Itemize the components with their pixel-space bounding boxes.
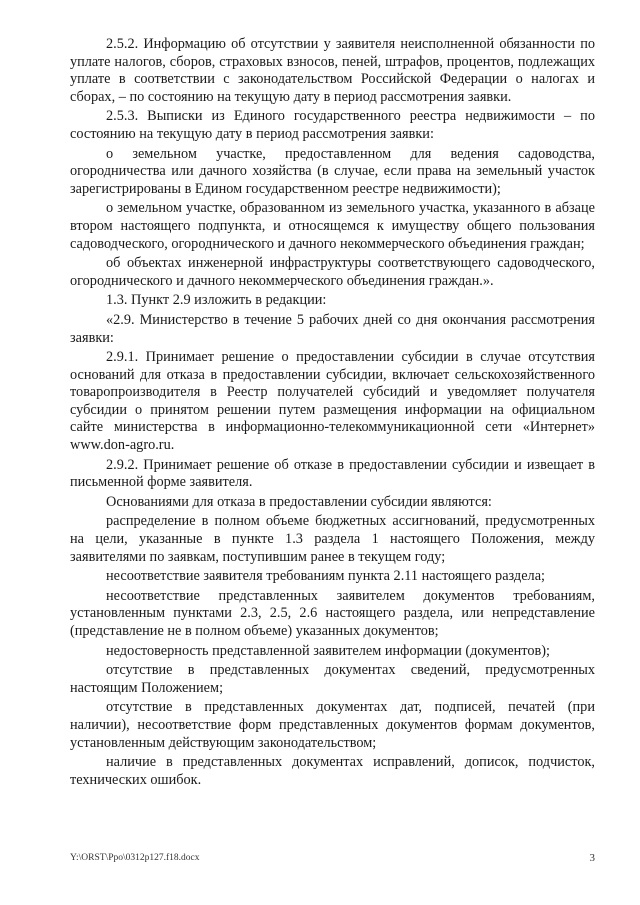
paragraph-2-5-3: 2.5.3. Выписки из Единого государственного реестра недвижимости – по состоянию на текущую дату в период рассмотрения заявки: — [70, 108, 595, 142]
paragraph-ground-budget: распределение в полном объеме бюджетных ассигнований, предусмотренных на цели, указанные в пункте 1.3 раздела 1 настоящего Положения, между заявителями по заявкам, поступившим ранее в текущем году; — [70, 513, 595, 565]
paragraph-ground-missing-dates: отсутствие в представленных документах дат, подписей, печатей (при наличии), несоответствие форм представленных документов формам документов, установленным действующим законодательством; — [70, 699, 595, 751]
file-path: Y:\ORST\Ppo\0312p127.f18.docx — [70, 853, 200, 863]
paragraph-2-5-2: 2.5.2. Информацию об отсутствии у заявителя неисполненной обязанности по уплате налогов, сборов, страховых взносов, пеней, штрафов, процентов, подлежащих уплате в соответствии с законодательством Российской Федерации о налогах и сборах, – по состоянию на текущую дату в период рассмотрения заявки. — [70, 36, 595, 105]
paragraph-infrastructure: об объектах инженерной инфраструктуры соответствующего садоводческого, огороднического и дачного некоммерческого объединения граждан.». — [70, 255, 595, 289]
paragraph-ground-documents: несоответствие представленных заявителем документов требованиям, установленным пунктами 2.3, 2.5, 2.6 настоящего раздела, или непредставление (представление не в полном объеме) указанных документов; — [70, 587, 595, 639]
paragraph-ground-unreliable: недостоверность представленной заявителем информации (документов); — [106, 642, 550, 659]
paragraph-land-plot-gardening: о земельном участке, предоставленном для ведения садоводства, огородничества или дачного хозяйства (в случае, если права на земельный участок зарегистрированы в Едином государственном реестре недвижимости); — [70, 145, 595, 197]
paragraph-2-9-2: 2.9.2. Принимает решение об отказе в предоставлении субсидии и извещает в письменной форме заявителя. — [70, 456, 595, 491]
paragraph-2-9: «2.9. Министерство в течение 5 рабочих дней со дня окончания рассмотрения заявки: — [70, 311, 595, 346]
paragraph-ground-corrections: наличие в представленных документах исправлений, дописок, подчисток, технических ошибок. — [70, 754, 595, 788]
paragraph-land-plot-formed: о земельном участке, образованном из земельного участка, указанного в абзаце втором настоящего подпункта, и относящемся к имуществу общего пользования садоводческого, огороднического и дачного некоммерческого объединения граждан; — [70, 200, 595, 252]
paragraph-1-3: 1.3. Пункт 2.9 изложить в редакции: — [106, 292, 327, 309]
page-number: 3 — [589, 852, 595, 864]
paragraph-ground-missing-info: отсутствие в представленных документах сведений, предусмотренных настоящим Положением; — [70, 662, 595, 696]
paragraph-ground-requirements: несоответствие заявителя требованиям пункта 2.11 настоящего раздела; — [106, 568, 546, 585]
document-body — [70, 36, 595, 791]
paragraph-refusal-grounds: Основаниями для отказа в предоставлении субсидии являются: — [106, 493, 492, 510]
paragraph-2-9-1: 2.9.1. Принимает решение о предоставлении субсидии в случае отсутствия оснований для отказа в предоставлении субсидии, включает сельскохозяйственного товаропроизводителя в Реестр получателей субсидий и уведомляет получателя субсидии о принятом решении путем размещения информации на официальном сайте министерства в информационно-телекоммуникационной сети «Интернет» www.don-agro.ru. — [70, 349, 595, 454]
